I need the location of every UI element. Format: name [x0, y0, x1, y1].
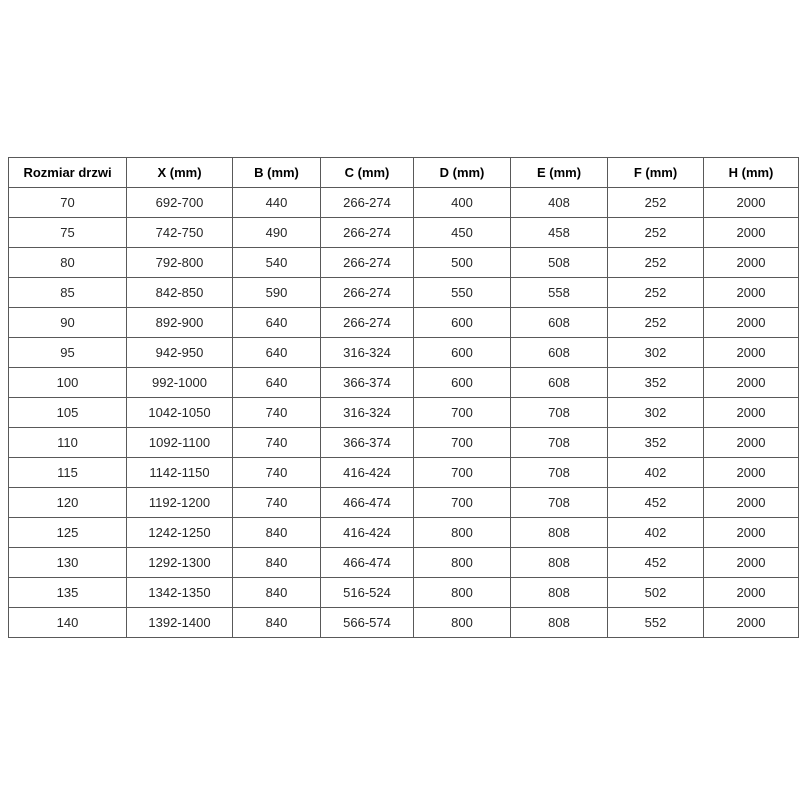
table-row	[9, 398, 799, 428]
cell: 140	[9, 608, 127, 638]
table-row	[9, 338, 799, 368]
cell: 700	[414, 488, 511, 518]
cell: 252	[608, 308, 704, 338]
cell: 692-700	[127, 188, 233, 218]
cell: 2000	[704, 338, 799, 368]
cell: 2000	[704, 518, 799, 548]
cell: 992-1000	[127, 368, 233, 398]
cell: 252	[608, 188, 704, 218]
column-header-3: C (mm)	[321, 158, 414, 188]
table-row	[9, 578, 799, 608]
column-header-5: E (mm)	[511, 158, 608, 188]
column-header-2: B (mm)	[233, 158, 321, 188]
cell: 316-324	[321, 398, 414, 428]
column-header-4: D (mm)	[414, 158, 511, 188]
table-header-row	[9, 158, 799, 188]
cell: 2000	[704, 548, 799, 578]
cell: 2000	[704, 488, 799, 518]
table-row	[9, 428, 799, 458]
table-row	[9, 218, 799, 248]
cell: 840	[233, 608, 321, 638]
cell: 608	[511, 338, 608, 368]
cell: 2000	[704, 308, 799, 338]
cell: 740	[233, 488, 321, 518]
cell: 740	[233, 458, 321, 488]
cell: 640	[233, 368, 321, 398]
cell: 352	[608, 368, 704, 398]
cell: 840	[233, 578, 321, 608]
cell: 640	[233, 338, 321, 368]
cell: 640	[233, 308, 321, 338]
cell: 2000	[704, 458, 799, 488]
cell: 135	[9, 578, 127, 608]
cell: 708	[511, 428, 608, 458]
cell: 808	[511, 578, 608, 608]
cell: 566-574	[321, 608, 414, 638]
cell: 516-524	[321, 578, 414, 608]
cell: 266-274	[321, 188, 414, 218]
cell: 110	[9, 428, 127, 458]
cell: 502	[608, 578, 704, 608]
cell: 105	[9, 398, 127, 428]
cell: 700	[414, 458, 511, 488]
cell: 792-800	[127, 248, 233, 278]
cell: 266-274	[321, 218, 414, 248]
cell: 2000	[704, 218, 799, 248]
table-row	[9, 248, 799, 278]
cell: 366-374	[321, 368, 414, 398]
cell: 85	[9, 278, 127, 308]
cell: 120	[9, 488, 127, 518]
cell: 708	[511, 458, 608, 488]
cell: 408	[511, 188, 608, 218]
table-row	[9, 548, 799, 578]
cell: 80	[9, 248, 127, 278]
cell: 416-424	[321, 518, 414, 548]
cell: 115	[9, 458, 127, 488]
cell: 2000	[704, 248, 799, 278]
cell: 252	[608, 248, 704, 278]
cell: 2000	[704, 608, 799, 638]
table-row	[9, 458, 799, 488]
cell: 90	[9, 308, 127, 338]
door-size-table	[8, 157, 799, 638]
cell: 75	[9, 218, 127, 248]
cell: 125	[9, 518, 127, 548]
cell: 1042-1050	[127, 398, 233, 428]
cell: 700	[414, 428, 511, 458]
cell: 1192-1200	[127, 488, 233, 518]
cell: 302	[608, 398, 704, 428]
cell: 266-274	[321, 248, 414, 278]
cell: 742-750	[127, 218, 233, 248]
cell: 452	[608, 548, 704, 578]
table-row	[9, 368, 799, 398]
cell: 416-424	[321, 458, 414, 488]
table-row	[9, 518, 799, 548]
cell: 266-274	[321, 308, 414, 338]
cell: 842-850	[127, 278, 233, 308]
cell: 892-900	[127, 308, 233, 338]
table-row	[9, 608, 799, 638]
cell: 808	[511, 518, 608, 548]
cell: 266-274	[321, 278, 414, 308]
cell: 708	[511, 398, 608, 428]
cell: 130	[9, 548, 127, 578]
table-row	[9, 308, 799, 338]
cell: 466-474	[321, 548, 414, 578]
cell: 302	[608, 338, 704, 368]
cell: 316-324	[321, 338, 414, 368]
cell: 700	[414, 398, 511, 428]
cell: 600	[414, 308, 511, 338]
cell: 740	[233, 398, 321, 428]
cell: 800	[414, 518, 511, 548]
cell: 2000	[704, 188, 799, 218]
cell: 1392-1400	[127, 608, 233, 638]
cell: 1142-1150	[127, 458, 233, 488]
cell: 452	[608, 488, 704, 518]
cell: 808	[511, 548, 608, 578]
column-header-6: F (mm)	[608, 158, 704, 188]
table-row	[9, 278, 799, 308]
cell: 800	[414, 578, 511, 608]
cell: 252	[608, 278, 704, 308]
cell: 840	[233, 548, 321, 578]
cell: 1292-1300	[127, 548, 233, 578]
cell: 440	[233, 188, 321, 218]
cell: 840	[233, 518, 321, 548]
cell: 500	[414, 248, 511, 278]
cell: 800	[414, 608, 511, 638]
cell: 458	[511, 218, 608, 248]
cell: 450	[414, 218, 511, 248]
cell: 2000	[704, 398, 799, 428]
door-size-table-container	[8, 157, 799, 638]
column-header-1: X (mm)	[127, 158, 233, 188]
cell: 402	[608, 458, 704, 488]
cell: 550	[414, 278, 511, 308]
cell: 1092-1100	[127, 428, 233, 458]
cell: 2000	[704, 428, 799, 458]
cell: 2000	[704, 368, 799, 398]
column-header-0: Rozmiar drzwi	[9, 158, 127, 188]
cell: 490	[233, 218, 321, 248]
cell: 800	[414, 548, 511, 578]
cell: 590	[233, 278, 321, 308]
cell: 2000	[704, 278, 799, 308]
cell: 600	[414, 338, 511, 368]
cell: 808	[511, 608, 608, 638]
cell: 1242-1250	[127, 518, 233, 548]
cell: 400	[414, 188, 511, 218]
cell: 608	[511, 368, 608, 398]
cell: 552	[608, 608, 704, 638]
cell: 600	[414, 368, 511, 398]
table-row	[9, 488, 799, 518]
cell: 402	[608, 518, 704, 548]
cell: 608	[511, 308, 608, 338]
cell: 1342-1350	[127, 578, 233, 608]
cell: 942-950	[127, 338, 233, 368]
cell: 352	[608, 428, 704, 458]
cell: 708	[511, 488, 608, 518]
cell: 2000	[704, 578, 799, 608]
cell: 558	[511, 278, 608, 308]
cell: 366-374	[321, 428, 414, 458]
table-row	[9, 188, 799, 218]
cell: 70	[9, 188, 127, 218]
cell: 508	[511, 248, 608, 278]
cell: 252	[608, 218, 704, 248]
cell: 95	[9, 338, 127, 368]
column-header-7: H (mm)	[704, 158, 799, 188]
cell: 100	[9, 368, 127, 398]
cell: 540	[233, 248, 321, 278]
cell: 466-474	[321, 488, 414, 518]
cell: 740	[233, 428, 321, 458]
